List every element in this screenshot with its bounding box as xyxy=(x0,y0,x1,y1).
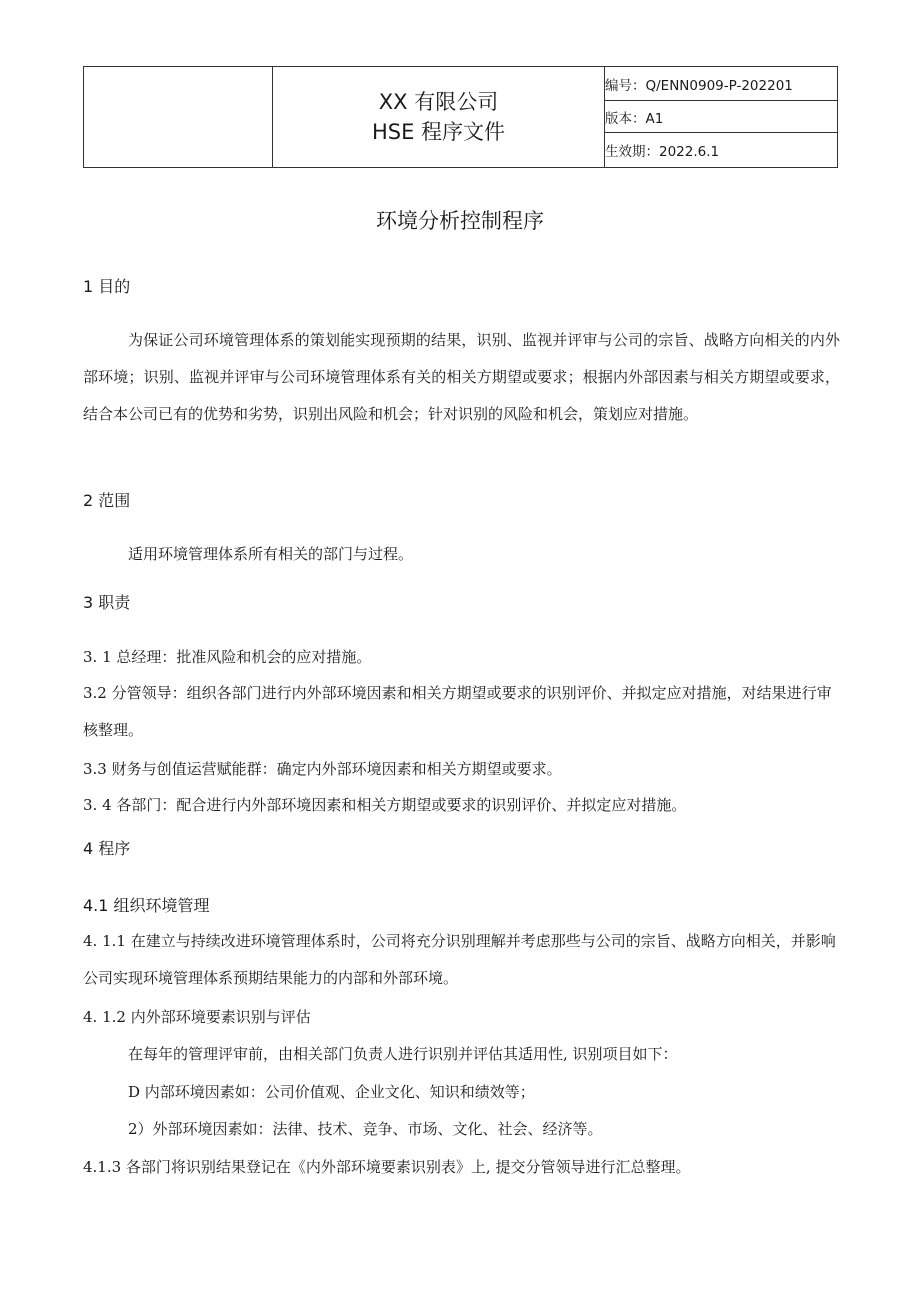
section-heading-responsibilities: 3 职责 xyxy=(83,593,131,612)
section-heading-scope: 2 范围 xyxy=(83,491,131,510)
purpose-paragraph: 为保证公司环境管理体系的策划能实现预期的结果，识别、监视并评审与公司的宗旨、战略方向相关的内外部环境；识别、监视并评审与公司环境管理体系有关的相关方期望或要求；根据内外部因素与相关方期望或要求，结合本公司已有的优势和劣势，识别出风险和机会；针对识别的风险和机会，策划应对措施。 xyxy=(83,331,840,423)
subsection-heading-4-1: 4.1 组织环境管理 xyxy=(83,896,210,915)
procedure-item-4-1-3: 4.1.3 各部门将识别结果登记在《内外部环境要素识别表》上, 提交分管领导进行汇总整理。 xyxy=(83,1158,691,1176)
document-version: 版本：A1 xyxy=(605,101,838,133)
scope-paragraph: 适用环境管理体系所有相关的部门与过程。 xyxy=(128,545,414,563)
responsibility-item-3-3: 3.3 财务与创值运营赋能群：确定内外部环境因素和相关方期望或要求。 xyxy=(83,760,562,778)
effective-date: 生效期：2022.6.1 xyxy=(605,133,838,168)
company-name: XX 有限公司 xyxy=(378,90,499,114)
procedure-item-4-1-2-internal: D 内部环境因素如：公司价值观、企业文化、知识和绩效等； xyxy=(128,1083,535,1101)
procedure-item-4-1-1: 4. 1.1 在建立与持续改进环境管理体系时，公司将充分识别理解并考虑那些与公司的宗旨、战略方向相关，并影响公司实现环境管理体系预期结果能力的内部和外部环境。 xyxy=(83,932,836,987)
section-heading-purpose: 1 目的 xyxy=(83,277,131,296)
procedure-item-4-1-2-intro: 在每年的管理评审前，由相关部门负责人进行识别并评估其适用性, 识别项目如下： xyxy=(128,1045,678,1063)
logo-cell xyxy=(84,67,273,168)
procedure-item-4-1-2: 4. 1.2 内外部环境要素识别与评估 xyxy=(83,1008,311,1026)
procedure-item-4-1-2-external: 2）外部环境因素如：法律、技术、竞争、市场、文化、社会、经济等。 xyxy=(128,1120,603,1138)
document-type: HSE 程序文件 xyxy=(371,120,506,144)
responsibility-item-3-1: 3. 1 总经理：批准风险和机会的应对措施。 xyxy=(83,648,372,666)
responsibility-item-3-2: 3.2 分管领导：组织各部门进行内外部环境因素和相关方期望或要求的识别评价、并拟定应对措施，对结果进行审核整理。 xyxy=(83,684,832,739)
responsibility-item-3-4: 3. 4 各部门：配合进行内外部环境因素和相关方期望或要求的识别评价、并拟定应对措施。 xyxy=(83,796,687,814)
document-title: 环境分析控制程序 xyxy=(376,209,544,233)
document-header-table xyxy=(83,66,838,168)
section-heading-procedure: 4 程序 xyxy=(83,839,131,858)
document-code: 编号：Q/ENN0909-P-202201 xyxy=(605,67,838,101)
header-title-cell xyxy=(273,67,605,168)
